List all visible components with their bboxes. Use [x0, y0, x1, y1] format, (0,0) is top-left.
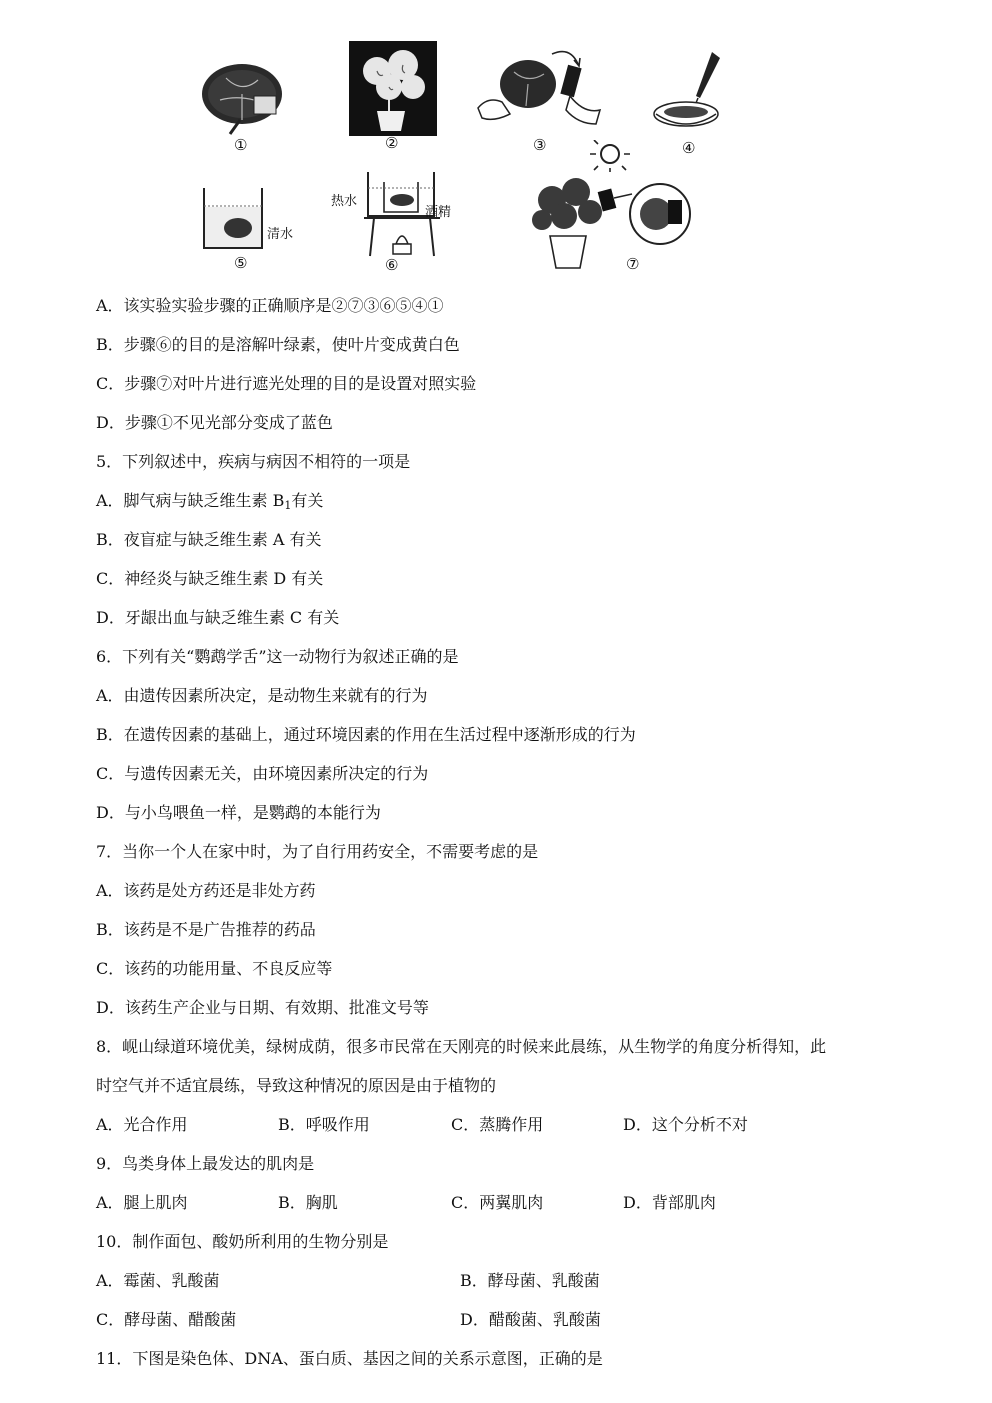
- q6-option-b: B．在遗传因素的基础上，通过环境因素的作用在生活过程中逐渐形成的行为: [96, 725, 636, 744]
- q5-option-a-text: A．脚气病与缺乏维生素 B: [96, 491, 285, 510]
- q8-option-a: A．光合作用: [96, 1115, 188, 1134]
- q11-stem: 11．下图是染色体、DNA、蛋白质、基因之间的关系示意图，正确的是: [96, 1349, 603, 1368]
- q6-stem: 6．下列有关“鹦鹉学舌”这一动物行为叙述正确的是: [96, 647, 459, 666]
- q9-option-a: A．腿上肌肉: [96, 1193, 188, 1212]
- q5-stem: 5．下列叙述中，疾病与病因不相符的一项是: [96, 452, 411, 471]
- figure-2-plant-in-dark: [349, 41, 437, 136]
- q5-option-a: [96, 491, 323, 516]
- water-tag: 清水: [267, 227, 294, 242]
- q10-options-row-1: [96, 1271, 896, 1291]
- q7-option-b: B．该药是不是广告推荐的药品: [96, 920, 316, 939]
- figure-label-3: ③: [533, 136, 547, 154]
- q4-option-a: A．该实验实验步骤的正确顺序是②⑦③⑥⑤④①: [96, 296, 444, 315]
- q8-stem-line-1: 8．岘山绿道环境优美，绿树成荫，很多市民常在天刚亮的时候来此晨练，从生物学的角度分析得知，此: [96, 1037, 827, 1056]
- figure-7-plant-in-sun: [520, 140, 700, 274]
- q9-options: [96, 1193, 896, 1213]
- figure-label-7: ⑦: [626, 255, 640, 273]
- experiment-figures: [0, 0, 992, 285]
- q4-option-b: B．步骤⑥的目的是溶解叶绿素，使叶片变成黄白色: [96, 335, 460, 354]
- q7-option-d: D．该药生产企业与日期、有效期、批准文号等: [96, 998, 429, 1017]
- figure-1-leaf: [196, 60, 288, 136]
- figure-label-4: ④: [682, 139, 696, 157]
- figure-label-6: ⑥: [385, 256, 399, 274]
- q8-option-c: C．蒸腾作用: [451, 1115, 544, 1134]
- figure-label-2: ②: [385, 134, 399, 152]
- q10-option-c: C．酵母菌、醋酸菌: [96, 1310, 237, 1329]
- q10-option-d: D．醋酸菌、乳酸菌: [460, 1310, 601, 1329]
- q5-option-a-subscript: 1: [284, 499, 292, 512]
- q7-option-a: A．该药是处方药还是非处方药: [96, 881, 316, 900]
- q4-option-d: D．步骤①不见光部分变成了蓝色: [96, 413, 333, 432]
- q7-option-c: C．该药的功能用量、不良反应等: [96, 959, 333, 978]
- q8-option-d: D．这个分析不对: [623, 1115, 748, 1134]
- q5-option-b: B．夜盲症与缺乏维生素 A 有关: [96, 530, 322, 549]
- q5-option-a-suffix: 有关: [291, 491, 324, 510]
- q10-stem: 10．制作面包、酸奶所利用的生物分别是: [96, 1232, 389, 1251]
- alcohol-tag: 酒精: [425, 205, 452, 220]
- q8-option-b: B．呼吸作用: [278, 1115, 370, 1134]
- q10-option-a: A．霉菌、乳酸菌: [96, 1271, 220, 1290]
- q7-stem: 7．当你一个人在家中时，为了自行用药安全，不需要考虑的是: [96, 842, 539, 861]
- q9-option-b: B．胸肌: [278, 1193, 338, 1212]
- q6-option-a: A．由遗传因素所决定，是动物生来就有的行为: [96, 686, 428, 705]
- figure-4-dropper-dish: [650, 48, 728, 140]
- figure-label-5: ⑤: [234, 254, 248, 272]
- q6-option-c: C．与遗传因素无关，由环境因素所决定的行为: [96, 764, 429, 783]
- q10-options-row-2: [96, 1310, 896, 1330]
- q9-option-c: C．两翼肌肉: [451, 1193, 544, 1212]
- q5-option-c: C．神经炎与缺乏维生素 D 有关: [96, 569, 324, 588]
- figure-3-covering-leaf: [474, 44, 604, 134]
- figure-label-1: ①: [234, 136, 248, 154]
- figure-5-beaker-water: [200, 186, 266, 252]
- q9-stem: 9．鸟类身体上最发达的肌肉是: [96, 1154, 315, 1173]
- q8-stem-line-2: 时空气并不适宜晨练，导致这种情况的原因是由于植物的: [96, 1076, 497, 1095]
- q9-option-d: D．背部肌肉: [623, 1193, 716, 1212]
- q5-option-d: D．牙龈出血与缺乏维生素 C 有关: [96, 608, 340, 627]
- q10-option-b: B．酵母菌、乳酸菌: [460, 1271, 600, 1290]
- q8-options: [96, 1115, 896, 1135]
- q4-option-c: C．步骤⑦对叶片进行遮光处理的目的是设置对照实验: [96, 374, 477, 393]
- hot-water-tag: 热水: [331, 194, 358, 209]
- q6-option-d: D．与小鸟喂鱼一样，是鹦鹉的本能行为: [96, 803, 381, 822]
